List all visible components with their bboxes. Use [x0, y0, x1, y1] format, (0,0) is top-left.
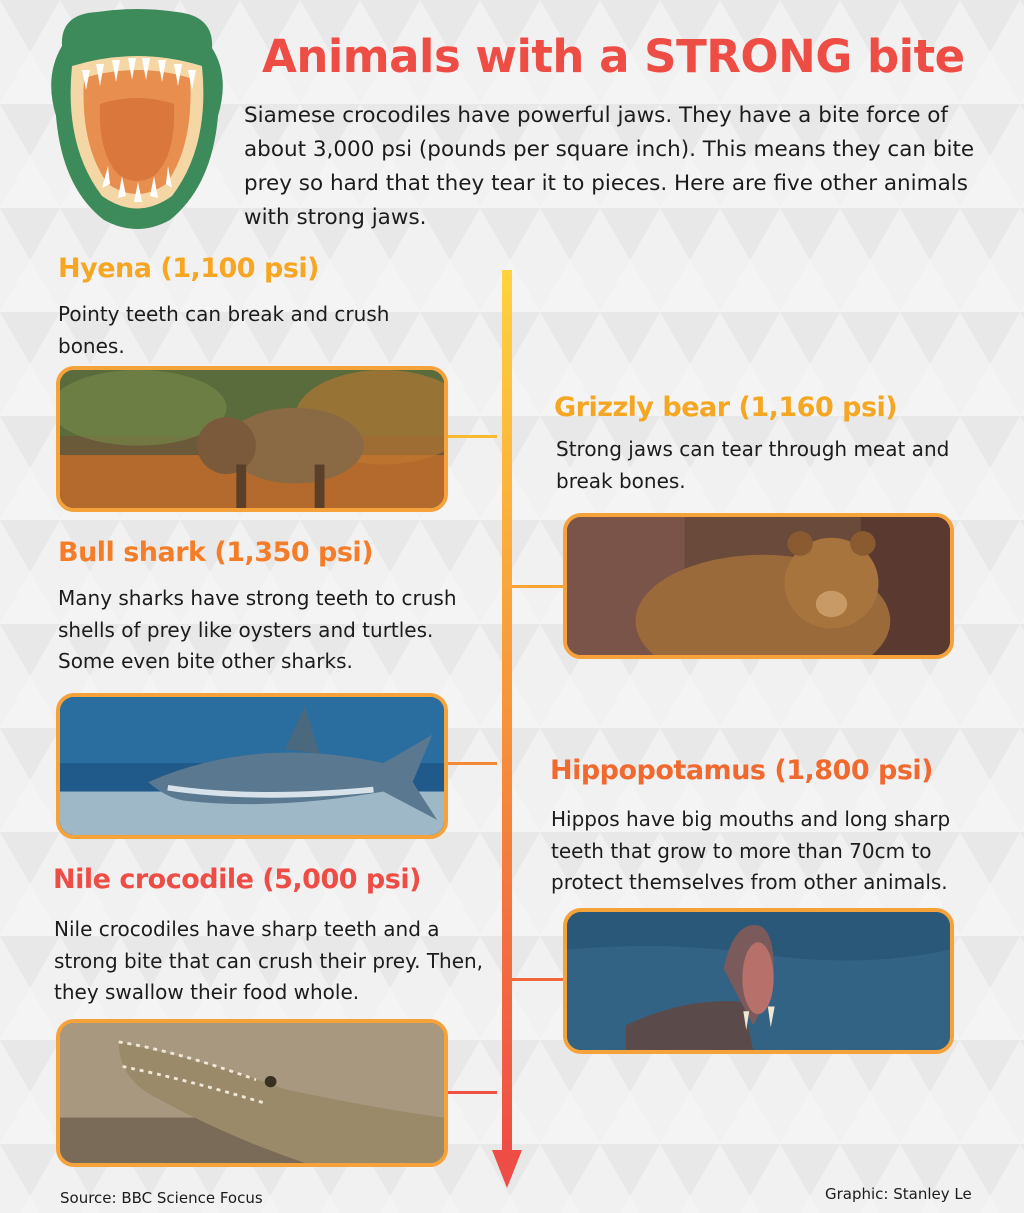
connector-hippo — [512, 978, 566, 981]
grizzly-bear-photo — [563, 513, 954, 659]
nile-crocodile-photo — [56, 1019, 448, 1167]
graphic-credit: Graphic: Stanley Le — [825, 1185, 972, 1203]
bull-shark-photo — [56, 693, 448, 839]
source-credit: Source: BBC Science Focus — [60, 1189, 263, 1207]
hippopotamus-description: Hippos have big mouths and long sharp teeth that grow to more than 70cm to protect themselves from other animals. — [551, 807, 951, 894]
hyena-photo — [56, 366, 448, 512]
crocodile-mouth-icon — [42, 6, 232, 236]
connector-shark — [445, 762, 497, 765]
timeline-arrow — [490, 270, 524, 1190]
connector-grizzly — [512, 585, 566, 588]
hippopotamus-photo — [563, 908, 954, 1054]
connector-hyena — [445, 435, 497, 438]
intro-paragraph: Siamese crocodiles have powerful jaws. They have a bite force of about 3,000 psi (pounds per square inch). This means they can bite prey so hard that they tear it to pieces. Here are five other animals with strong jaws. — [244, 103, 975, 230]
bull-shark-heading: Bull shark (1,350 psi) — [58, 537, 374, 568]
page-title: Animals with a STRONG bite — [262, 30, 965, 83]
nile-crocodile-description: Nile crocodiles have sharp teeth and a strong bite that can crush their prey. Then, they swallow their food whole. — [54, 917, 484, 1004]
grizzly-bear-description: Strong jaws can tear through meat and break bones. — [556, 437, 950, 493]
grizzly-bear-heading: Grizzly bear (1,160 psi) — [554, 392, 898, 423]
hyena-heading: Hyena (1,100 psi) — [58, 253, 319, 284]
connector-crocodile — [445, 1091, 497, 1094]
nile-crocodile-heading: Nile crocodile (5,000 psi) — [53, 864, 421, 895]
bull-shark-description: Many sharks have strong teeth to crush shells of prey like oysters and turtles. Some even bite other sharks. — [58, 586, 457, 673]
hyena-description: Pointy teeth can break and crush bones. — [58, 302, 390, 358]
hippopotamus-heading: Hippopotamus (1,800 psi) — [550, 755, 934, 786]
